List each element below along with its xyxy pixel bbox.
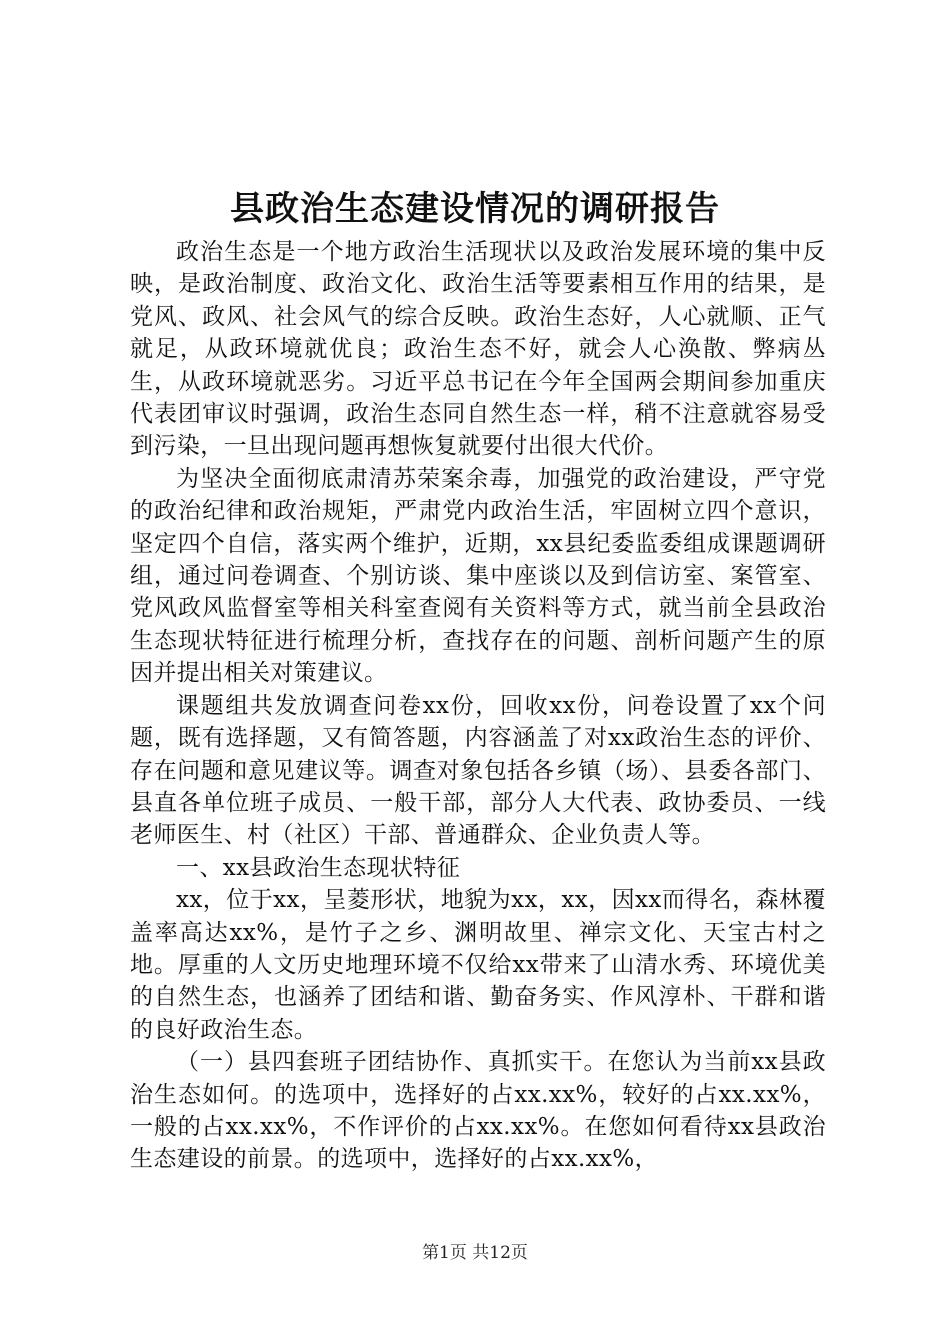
paragraph-subsection-1: （一）县四套班子团结协作、真抓实干。在您认为当前xx县政治生态如何。的选项中，选择好的占xx.xx%，较好的占xx.xx%，一般的占xx.xx%，不作评价的占xx.xx%。在您如何看待xx县政治生态建设的前景。的选项中，选择好的占xx.xx%， xyxy=(130,1049,826,1173)
document-body xyxy=(130,236,826,1176)
page-number-footer: 第1页 共12页 xyxy=(422,1243,528,1263)
document-title: 县政治生态建设情况的调研报告 xyxy=(230,189,720,229)
paragraph-survey: 课题组共发放调查问卷xx份，回收xx份，问卷设置了xx个问题，既有选择题，又有简答题，内容涵盖了对xx政治生态的评价、存在问题和意见建议等。调查对象包括各乡镇（场）、县委各部门、县直各单位班子成员、一般干部，部分人大代表、政协委员、一线老师医生、村（社区）干部、普通群众、企业负责人等。 xyxy=(130,692,826,849)
paragraph-background: 为坚决全面彻底肃清苏荣案余毒，加强党的政治建设，严守党的政治纪律和政治规矩，严肃党内政治生活，牢固树立四个意识，坚定四个自信，落实两个维护，近期，xx县纪委监委组成课题调研组，通过问卷调查、个别访谈、集中座谈以及到信访室、案管室、党风政风监督室等相关科室查阅有关资料等方式，就当前全县政治生态现状特征进行梳理分析，查找存在的问题、剖析问题产生的原因并提出相关对策建议。 xyxy=(130,465,826,687)
paragraph-overview: xx，位于xx，呈菱形状，地貌为xx，xx，因xx而得名，森林覆盖率高达xx%，是竹子之乡、渊明故里、禅宗文化、天宝古村之地。厚重的人文历史地理环境不仅给xx带来了山清水秀、环境优美的自然生态，也涵养了团结和谐、勤奋务实、作风淳朴、干群和谐的良好政治生态。 xyxy=(130,887,826,1043)
section-heading: 一、xx县政治生态现状特征 xyxy=(176,854,461,881)
paragraph-intro: 政治生态是一个地方政治生活现状以及政治发展环境的集中反映，是政治制度、政治文化、政治生活等要素相互作用的结果，是党风、政风、社会风气的综合反映。政治生态好，人心就顺、正气就足，从政环境就优良；政治生态不好，就会人心涣散、弊病丛生，从政环境就恶劣。习近平总书记在今年全国两会期间参加重庆代表团审议时强调，政治生态同自然生态一样，稍不注意就容易受到污染，一旦出现问题再想恢复就要付出很大代价。 xyxy=(130,239,826,460)
